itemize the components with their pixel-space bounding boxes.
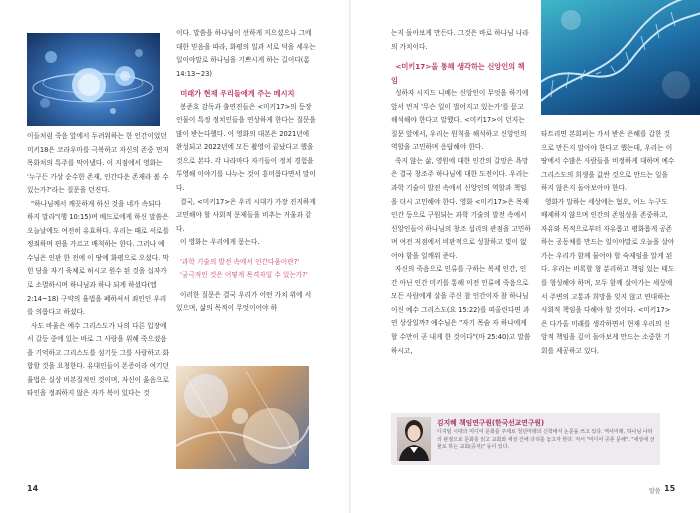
right-page-column-2 [541, 128, 676, 410]
paragraph: "하나님께서 깨끗하게 하신 것을 네가 속되다 하지 말라"(행 10:15)며 베드로에게 하신 말씀은 오늘날에도 여전히 유효하다. 우리는 때로 서로를 정죄하며 편을 가르고 배척하는 한다. 그러나 예수님은 인판 한 전에 이 땅에 화평으로 오셨다. 막힌 담을 자기 육체로 허시고 원수 된 것을 십자가로 소멸하시며 하나님과 하나 되게 하셨다(엡 2:14~18) 구약의 율법을 폐하셔서 죄인인 우리를 의롭다고 하셨다. [27, 199, 169, 317]
paragraph: 영화가 말하는 세상에는 혐오, 어느 누구도 배제하지 않으며 인간의 존엄성을 존중하고, 자유와 목적으로부터 자유롭고 평화롭게 공존하는 공동체를 만드는 일이야말로 오늘을 살아가는 우리가 함께 물어야 할 숙제임을 알게 된다. 우리는 비록할 형 분리하고 책임 있는 태도를 형성해야 하며, 모두 함께 살아가는 세상에서 주변의 고통과 희망을 잊지 않고 연대하는 사회적 책임을 다해야 할 것이다. <미키17>은 다가올 미래를 생각하면서 현재 우리의 신앙적 책임을 깊이 돌아보게 만드는 소중한 기회를 제공하고 있다. [541, 197, 675, 355]
paragraph: 이들처럼 죽음 앞에서 두려워하는 한 인간이었던 미키18은 코라우마를 극복하고 자신의 존중 먼저 목화처의 특주를 막아냈다. 이 지점에서 영화는 '누구든 가상 순수한 존재, 인간다운 존재라 볼 수 있는가?'라는 질문을 던진다. [27, 132, 169, 195]
paragraph: 자신의 죽음으로 인류를 구하는 복제 인간, 인간 아닌 인간 미키를 통해 이전 인류에 죽음으로 모든 사람에게 살을 주신 참 인간이자 참 하나님이신 예수 그리스도(요 15:22)를 떠올린다면 과연 상상일까? 예수님은 "자기 목숨 자 하나에게 할 수만이 곧 내게 한 것이다"(마 25:40)고 말씀하시고, [391, 265, 531, 355]
author-description: 디지털 시대의 미디어 문화를 주제로 청년미래의 신학에서 논문을 쓰고 있다. 역사미래, 하나님 나라의 관점으로 문화를 읽고 교회와 세상 간에 다리를 놓고자 한다. 저서 "미디어 공론 문해", "세상에 선물로 하는 교회(공저)" 등이 있다. [437, 429, 655, 450]
page-number-right: 15 [664, 484, 676, 493]
dna-helix-image [541, 0, 700, 115]
left-page-column-1 [27, 130, 169, 476]
paragraph: 사도 바울은 예수 그리스도가 나의 다른 입장에서 갈등 중에 있는 바로 그 사람을 위해 죽으셨음을 기억하고 그리스도를 섬기듯 그를 사랑하고 화합할 것을 요청한다. 유대인들이 폰증이라 여기던 율법은 실상 비본질적인 것이며, 자신이 옳음으로 타인을 정죄하지 않은 자가 복이 있다는 것 [27, 321, 169, 398]
section-heading: <미키17>을 통해 생각하는 신앙인의 책임 [391, 62, 525, 85]
highlight-quote: '과학 기술의 발전 속에서 인간다움이란?' [180, 257, 300, 266]
scientist-microscope-image [176, 366, 309, 469]
author-name: 김지혜 책임연구원(한국선교연구원) [437, 419, 545, 427]
highlight-quote: '궁극적인 것은 어떻게 목격자일 수 있는가?' [180, 271, 308, 280]
author-portrait-photo [397, 417, 431, 461]
paragraph: 타트리면 본회퍼는 가서 받은 은혜를 갑한 것으로 만든지 말아야 한다고 했는데, 우리는 이 땅에서 수많은 사람들을 비정하게 대하며 예수 그리스도의 희생을 값싼 것으로 만드는 일을 하지 않은지 돌아보아야 한다. [541, 130, 675, 193]
left-page-column-2 [176, 27, 316, 357]
right-page-column-1 [391, 27, 531, 413]
glowing-blue-cells-image [27, 33, 160, 126]
paragraph: 죽지 않는 삶, 영원에 대한 인간의 갈망은 욕망은 결국 창조주 하나님에 대한 도전이다. 우리는 과학 기술이 발전 속에서 신앙인의 역할과 책임을 더시 고민해야 한다. 영화 <미키17>은 목제 인간 등으로 구원되는 과학 기술의 발전 속에서 신앙인들이 하나님의 창조 섭리의 관점을 고민하며 여전 저점에서 비판적으로 성찰하고 빛이 없어야 함을 일깨워 준다. [391, 156, 531, 260]
section-running-footer: 말씀 [649, 488, 661, 495]
paragraph: 봉준호 감독과 출연진들은 <미키17>의 등장인물이 특정 정치인들을 연상하게 한다는 질문을 많이 받는다했다. 이 영화의 대본은 2021년에 완성되고 2022년에 모든 촬영이 끝났다고 했을 것으로 본다. 각 나라마다 자기들이 정치 경험을 투영해 이야기를 나누는 것이 흥미롭다면서 말이다. [176, 102, 316, 193]
author-bio-box [391, 413, 660, 465]
paragraph: 이 영화는 우리에게 묻는다. [180, 238, 260, 247]
paragraph: 성하자 시지드 니베는 신앙인이 무엇을 하기에 앞서 먼저 '무슨 일이 벌어지고 있는가'를 묻고 해석해야 한다고 말했다. <미키17>이 던지는 질문 앞에서, 우리는 원칙을 해석하고 신앙인의 역할을 고민하며 응답해야 한다. [391, 89, 529, 152]
page-number-left: 14 [27, 484, 39, 493]
paragraph: 결국, <미키17>은 우리 시대가 가장 진지하게 고민해야 할 사회적 문제들을 비추는 거울과 같다. [176, 197, 316, 233]
section-heading: 미래가 현재 우리들에게 주는 메시지 [180, 89, 295, 99]
page-gutter [349, 0, 351, 513]
paragraph: 이러한 질문은 결국 우리가 어떤 가치 위에 서 있으며, 삶의 목적이 무엇이어야 하 [176, 290, 312, 313]
paragraph: 이다. 말씀을 하나님이 선하게 지으셨으나 그에 대한 믿음을 따라, 화평의 일과 서로 덕을 세우는 일이야말로 하나님을 기쁘시게 하는 길이다(롬 14:13~23) [176, 29, 316, 78]
paragraph: 는지 돌아보게 만든다. 그것은 바로 하나님 나라의 가치이다. [391, 29, 529, 51]
